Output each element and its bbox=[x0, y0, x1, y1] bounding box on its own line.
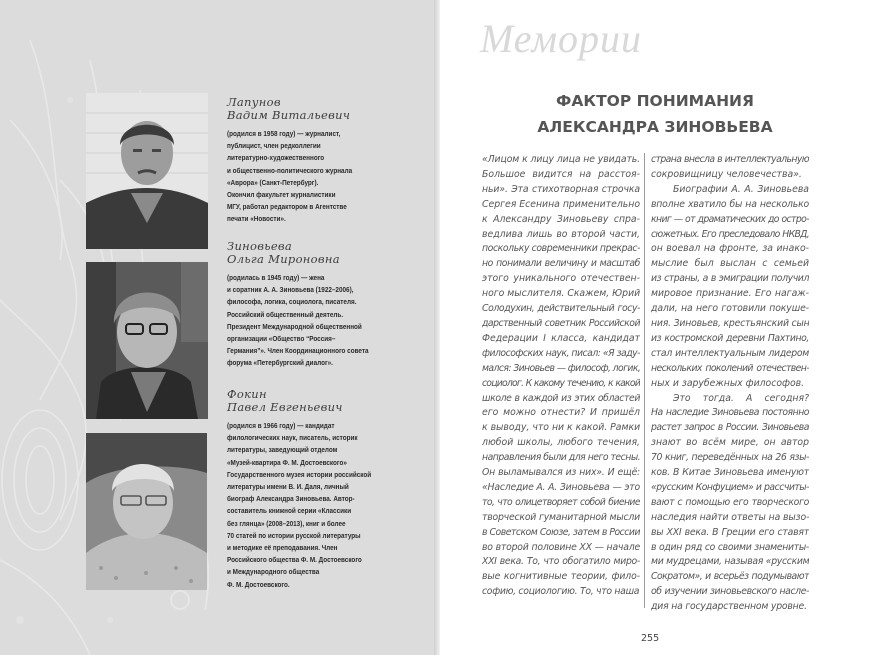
article-line: мировое признание. Его нагаж- bbox=[651, 288, 809, 300]
article-line: этого уникального отечествен- bbox=[482, 273, 640, 285]
bio-line: (родилась в 1945 году) — жена bbox=[227, 273, 325, 282]
bio-line: Российский общественный деятель. bbox=[227, 309, 344, 319]
bio-line: Ф. М. Достоевского. bbox=[227, 579, 290, 589]
article-line: ведлива лишь во второй части, bbox=[482, 228, 640, 240]
article-line: Это тогда. А сегодня? bbox=[673, 392, 809, 404]
article-paragraph bbox=[651, 153, 809, 183]
article-title-line: ФАКТОР ПОНИМАНИЯ bbox=[556, 92, 754, 110]
article-line: дарственный советник Российской bbox=[482, 317, 640, 329]
article-line: школе в каждой из этих областей bbox=[482, 392, 640, 404]
bio-line: Российского общества Ф. М. Достоевского bbox=[227, 555, 362, 565]
bio-fokin bbox=[227, 388, 427, 591]
bio-line: литературы имени В. И. Даля, личный bbox=[227, 482, 349, 492]
person-surname: Фокин bbox=[227, 387, 267, 401]
article-column-1 bbox=[482, 153, 640, 600]
article-line: вают с помощью его творческого bbox=[651, 496, 809, 508]
bio-line: «Музей-квартира Ф. М. Достоевского» bbox=[227, 457, 347, 467]
bio-line: литературно-художественного bbox=[227, 153, 325, 163]
article-line: сюжетных. Его преследовало НКВД, bbox=[651, 228, 809, 240]
person-surname: Зиновьева bbox=[227, 239, 293, 253]
article-title-line: АЛЕКСАНДРА ЗИНОВЬЕВА bbox=[537, 118, 773, 136]
article-line: Федерации I класса, кандидат bbox=[482, 332, 640, 344]
bio-line: и Международного общества bbox=[227, 567, 320, 577]
bio-line: печати «Новости». bbox=[227, 214, 286, 224]
article-line: вые когнитивные теории, фило- bbox=[482, 571, 640, 583]
article-line: мыслие был выслан с семьей bbox=[651, 258, 809, 270]
article-line: страна внесла в интеллектуальную bbox=[651, 154, 809, 165]
bio-line: Германия”». Член Координационного совета bbox=[227, 346, 369, 356]
article-paragraph bbox=[651, 392, 809, 616]
article-line: вполне хватило бы на несколько bbox=[651, 198, 809, 210]
bio-line: организации «Общество “Россия– bbox=[227, 334, 336, 344]
article-line: 70 книг, переведённых на 26 язы- bbox=[651, 452, 809, 464]
portrait-photo-zinovyeva bbox=[86, 262, 208, 419]
article-line: На наследие Зиновьева постоянно bbox=[651, 407, 809, 419]
article-line: растет запрос в России. Зиновьева bbox=[651, 422, 809, 434]
article-line: об изучении зиновьевского насле- bbox=[651, 586, 809, 598]
bio-line: биограф Александра Зиновьева. Автор- bbox=[227, 494, 355, 504]
article-line: сокровищницу человечества». bbox=[651, 168, 802, 180]
bio-line: Окончил факультет журналистики bbox=[227, 190, 336, 200]
article-line: ного мыслителя. Скажем, Юрий bbox=[482, 288, 640, 300]
article-line: Сергея Есенина применительно bbox=[482, 198, 640, 210]
article-line: к выводу, что ни к какой. Рамки bbox=[482, 422, 640, 434]
bio-line: публицист, член редколлегии bbox=[227, 141, 321, 151]
article-line: наследия найти ответы на вызо- bbox=[651, 511, 809, 523]
person-given-names: Павел Евгеньевич bbox=[227, 399, 343, 414]
article-line: «русским Конфуцием» и рассчиты- bbox=[651, 481, 809, 493]
bio-line: МГУ, работал редактором в Агентстве bbox=[227, 202, 347, 212]
portrait-photo-fokin bbox=[86, 433, 207, 590]
bio-line: (родился в 1958 году) — журналист, bbox=[227, 129, 341, 138]
bio-line: и методике её преподавания. Член bbox=[227, 543, 338, 553]
person-biography bbox=[227, 420, 427, 591]
bio-line: и соратник А. А. Зиновьева (1922–2006), bbox=[227, 285, 354, 295]
article-line: софию, социологию. То, что наша bbox=[482, 586, 640, 598]
article-line: он воевал на фронте, за инако- bbox=[651, 243, 809, 255]
article-line: мался: Зиновьев — философ, логик, bbox=[482, 362, 640, 374]
article-line: Солодухин, действительный госу- bbox=[482, 303, 640, 315]
article-line: но понимали величину и масштаб bbox=[482, 258, 640, 270]
article-line: ков. В Китае Зиновьева именуют bbox=[651, 467, 809, 479]
article-line: к Александру Зиновьеву спра- bbox=[482, 213, 640, 225]
bio-line: форума «Петербургский диалог». bbox=[227, 358, 333, 368]
bio-line: 70 статей по истории русской литературы bbox=[227, 530, 361, 540]
article-line: его можно отнести? И пришёл bbox=[482, 407, 640, 419]
person-given-names: Вадим Витальевич bbox=[227, 107, 351, 122]
section-title: Мемории bbox=[480, 16, 643, 61]
article-line: ных и зарубежных философов. bbox=[651, 377, 805, 389]
article-line: «Лицом к лицу лица не увидать. bbox=[482, 154, 640, 165]
article-line: из страны, а в эмиграции получил bbox=[651, 273, 809, 285]
bio-line: «Аврора» (Санкт-Петербург). bbox=[227, 177, 319, 187]
bio-line: литературы, заведующий отделом bbox=[227, 445, 338, 455]
article-line: ния. Зиновьев, крестьянский сын bbox=[651, 317, 809, 329]
article-line: стал интеллектуальным лидером bbox=[651, 347, 809, 359]
article-column-2 bbox=[651, 153, 809, 615]
article-line: в Советском Союзе, затем в России bbox=[482, 526, 640, 538]
article-line: знают во всём мире, он автор bbox=[651, 437, 809, 449]
article-line: ми мудрецами, называя «русским bbox=[651, 556, 809, 568]
bio-line: составитель книжной серии «Классики bbox=[227, 506, 352, 516]
bio-zinovyeva bbox=[227, 240, 427, 370]
bio-lapunov bbox=[227, 96, 427, 226]
bio-line: без глянца» (2008–2013), книг и более bbox=[227, 518, 346, 528]
article-line: нескольких поколений отечествен- bbox=[651, 362, 809, 374]
bio-line: и общественно-политического журнала bbox=[227, 165, 353, 175]
person-given-names: Ольга Мироновна bbox=[227, 251, 340, 266]
bio-line: филологических наук, писатель, историк bbox=[227, 433, 358, 443]
article-line: XXI века. То, что обогатило миро- bbox=[482, 556, 640, 568]
article-line: социолог. К какому течению, к какой bbox=[482, 377, 640, 389]
article-line: вы XXI века. В Греции его ставят bbox=[651, 526, 809, 538]
article-line: Большое видится на расстоя- bbox=[482, 168, 640, 180]
person-surname: Лапунов bbox=[227, 95, 281, 109]
person-biography bbox=[227, 272, 427, 370]
article-line: Сократом», и всерьёз подумывают bbox=[651, 571, 809, 583]
bio-line: (родился в 1966 году) — кандидат bbox=[227, 421, 335, 430]
person-biography bbox=[227, 128, 427, 226]
article-line: дали, на него готовили покуше- bbox=[651, 303, 809, 315]
article-line: в один ряд со своими знамениты- bbox=[651, 541, 809, 553]
article-line: философских наук, писал: «Я заду- bbox=[482, 347, 640, 359]
article-line: любой школы, любого течения, bbox=[482, 437, 640, 449]
article-line: дия на государственном уровне. bbox=[651, 601, 807, 613]
article-paragraph bbox=[651, 183, 809, 392]
article-line: Биографии А. А. Зиновьева bbox=[673, 183, 809, 195]
article-title bbox=[480, 88, 830, 140]
bio-line: Государственного музея истории российской bbox=[227, 469, 372, 479]
bio-line: Президент Международной общественной bbox=[227, 321, 362, 331]
article-line: то, что олицетворяет собой биение bbox=[482, 496, 640, 508]
article-line: во второй половине XX — начале bbox=[482, 541, 640, 553]
article-line: «Наследие А. А. Зиновьева — это bbox=[482, 481, 640, 493]
article-line: творческой гуманитарной мысли bbox=[482, 511, 640, 523]
article-line: поскольку современники прекрас- bbox=[482, 243, 640, 255]
bio-line: философа, логика, социолога, писателя. bbox=[227, 297, 357, 307]
article-line: книг — от драматических до остро- bbox=[651, 213, 809, 225]
article-line: направления были для него тесны. bbox=[482, 452, 640, 464]
portrait-photo-lapunov bbox=[86, 93, 208, 249]
article-line: из костромской деревни Пахтино, bbox=[651, 332, 809, 344]
column-divider bbox=[644, 153, 645, 608]
article-line: ньи». Эта стихотворная строчка bbox=[482, 183, 640, 195]
article-line: Он выламывался из них». И ещё: bbox=[482, 467, 640, 479]
page-number: 255 bbox=[641, 633, 660, 644]
